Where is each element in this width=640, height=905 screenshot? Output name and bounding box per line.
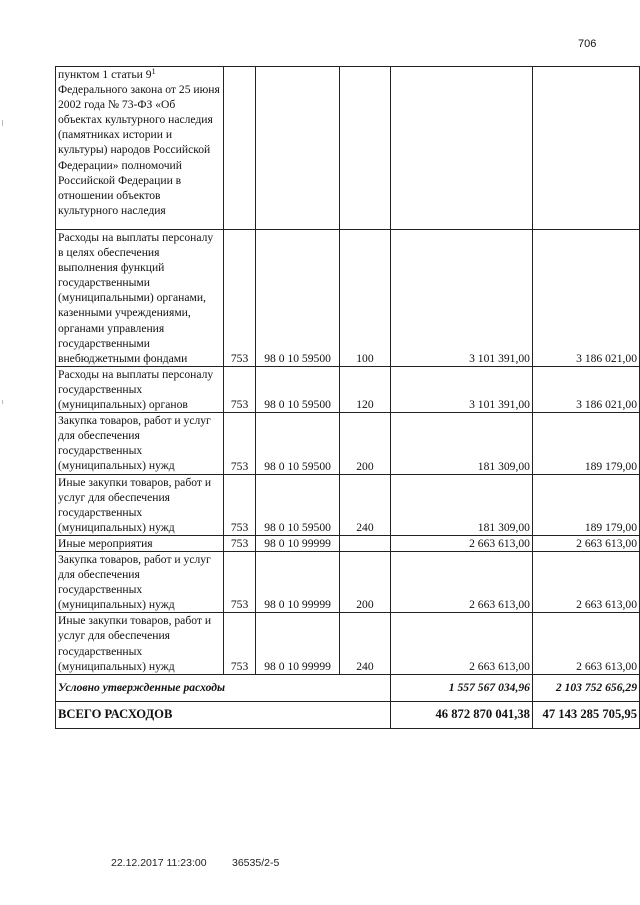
sum-2020-cell: 2 663 613,00 — [532, 551, 639, 612]
conditional-expenses-label: Условно утвержденные расходы — [56, 674, 391, 701]
gr-cell: 753 — [224, 474, 256, 535]
vr-cell: 120 — [340, 366, 390, 412]
table-row — [56, 613, 640, 674]
vr-cell: 200 — [340, 413, 390, 474]
conditional-expenses-row — [56, 674, 640, 701]
total-expenses-row — [56, 701, 640, 728]
table-row — [56, 67, 640, 230]
row-description: пунктом 1 статьи $9^1$ Федерального закона от 25 июня 2002 года № 73-ФЗ «Об объектах культурного наследия (памятниках истории и культуры) народов Российской Федерации» полномочий Российской Федерации в отношении объектов культурного наследия — [56, 67, 224, 230]
vr-cell: 100 — [340, 230, 390, 367]
scan-margin-mark — [2, 400, 3, 404]
cs-cell: 98 0 10 59500 — [255, 230, 339, 367]
cs-cell: 98 0 10 59500 — [255, 413, 339, 474]
table-row — [56, 535, 640, 551]
vr-cell: 200 — [340, 551, 390, 612]
row-description: Закупка товаров, работ и услуг для обеспечения государственных (муниципальных) нужд — [56, 551, 224, 612]
conditional-sum-2019: 1 557 567 034,96 — [390, 674, 532, 701]
row-description: Иные закупки товаров, работ и услуг для обеспечения государственных (муниципальных) нужд — [56, 474, 224, 535]
gr-cell: 753 — [224, 230, 256, 367]
sum-2019-cell: 2 663 613,00 — [390, 535, 532, 551]
cs-cell — [255, 67, 339, 230]
cs-cell: 98 0 10 59500 — [255, 474, 339, 535]
sum-2020-cell: 3 186 021,00 — [532, 230, 639, 367]
table-row — [56, 413, 640, 474]
sum-2020-cell: 189 179,00 — [532, 413, 639, 474]
vr-cell — [340, 535, 390, 551]
table-row — [56, 366, 640, 412]
table-row — [56, 551, 640, 612]
vr-cell: 240 — [340, 474, 390, 535]
cs-cell: 98 0 10 99999 — [255, 535, 339, 551]
sum-2020-cell: 3 186 021,00 — [532, 366, 639, 412]
footer-datetime: 22.12.2017 11:23:00 — [111, 857, 207, 869]
gr-cell — [224, 67, 256, 230]
conditional-sum-2020: 2 103 752 656,29 — [532, 674, 639, 701]
footer-doc-code: 36535/2-5 — [232, 857, 280, 869]
scan-margin-mark — [2, 120, 3, 126]
sum-2019-cell: 2 663 613,00 — [390, 551, 532, 612]
sum-2020-cell: 2 663 613,00 — [532, 613, 639, 674]
total-sum-2020: 47 143 285 705,95 — [532, 701, 639, 728]
total-expenses-label: ВСЕГО РАСХОДОВ — [56, 701, 391, 728]
sum-2020-cell: 189 179,00 — [532, 474, 639, 535]
gr-cell: 753 — [224, 413, 256, 474]
row-description: Иные мероприятия — [56, 535, 224, 551]
cs-cell: 98 0 10 99999 — [255, 551, 339, 612]
table-row — [56, 474, 640, 535]
sum-2020-cell — [532, 67, 639, 230]
sum-2019-cell: 3 101 391,00 — [390, 366, 532, 412]
cs-cell: 98 0 10 99999 — [255, 613, 339, 674]
sum-2019-cell: 3 101 391,00 — [390, 230, 532, 367]
sum-2019-cell — [390, 67, 532, 230]
page-number: 706 — [578, 38, 597, 50]
sum-2019-cell: 181 309,00 — [390, 474, 532, 535]
row-description: Иные закупки товаров, работ и услуг для обеспечения государственных (муниципальных) нужд — [56, 613, 224, 674]
gr-cell: 753 — [224, 366, 256, 412]
table-row — [56, 230, 640, 367]
vr-cell — [340, 67, 390, 230]
gr-cell: 753 — [224, 535, 256, 551]
sum-2020-cell: 2 663 613,00 — [532, 535, 639, 551]
row-description: Расходы на выплаты персоналу в целях обеспечения выполнения функций государственными (муниципальными) органами, казенными учреждениями, органами управления государственными внебюджетными фондами — [56, 230, 224, 367]
vr-cell: 240 — [340, 613, 390, 674]
gr-cell: 753 — [224, 551, 256, 612]
cs-cell: 98 0 10 59500 — [255, 366, 339, 412]
row-description: Закупка товаров, работ и услуг для обеспечения государственных (муниципальных) нужд — [56, 413, 224, 474]
total-sum-2019: 46 872 870 041,38 — [390, 701, 532, 728]
row-description: Расходы на выплаты персоналу государственных (муниципальных) органов — [56, 366, 224, 412]
gr-cell: 753 — [224, 613, 256, 674]
sum-2019-cell: 2 663 613,00 — [390, 613, 532, 674]
budget-table — [55, 66, 640, 729]
sum-2019-cell: 181 309,00 — [390, 413, 532, 474]
